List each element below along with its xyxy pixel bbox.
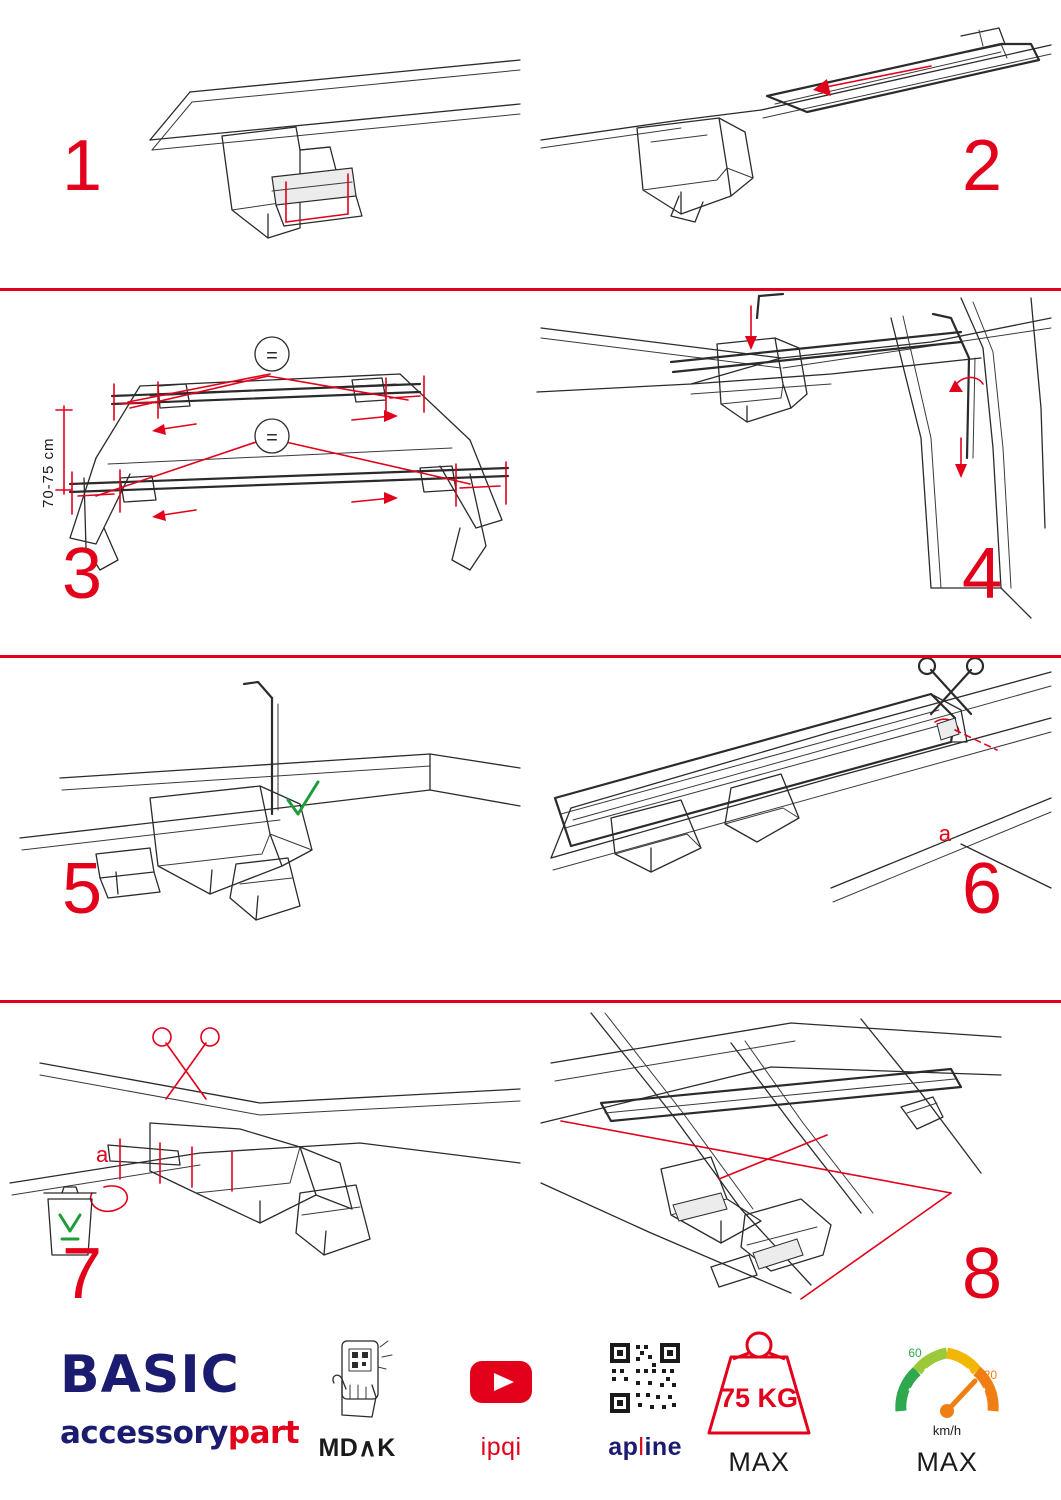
- row-steps-1-2: [0, 0, 1061, 288]
- cut-mark-a-label-step7: a: [96, 1142, 109, 1167]
- step-8-panel: [531, 1003, 1061, 1314]
- limit-badges: [693, 1323, 1061, 1478]
- weight-icon: [693, 1323, 825, 1443]
- max-load-badge: [693, 1323, 825, 1478]
- brand-sub-dark: accessory: [60, 1415, 228, 1451]
- row-steps-5-6: [0, 658, 1061, 1003]
- speed-tick-60: 60: [908, 1345, 922, 1360]
- speed-unit: km/h: [933, 1422, 962, 1438]
- step-7-number: 7: [62, 1234, 102, 1314]
- max-load-value: 75 KG: [720, 1382, 799, 1413]
- cut-mark-a-label-step6: a: [938, 821, 951, 846]
- step-5-panel: [0, 658, 531, 1000]
- hand-phone-qr-icon: [316, 1337, 398, 1423]
- logo-youtube[interactable]: [453, 1337, 549, 1462]
- step-6-number: 6: [961, 849, 1001, 929]
- footer: [0, 1300, 1061, 1500]
- qr-code-icon: [604, 1337, 686, 1423]
- logo-mdak-caption: MD∧K: [318, 1434, 396, 1462]
- logo-apline[interactable]: [597, 1337, 693, 1462]
- brand-sub-red: part: [227, 1415, 300, 1451]
- step-2-number: 2: [961, 126, 1001, 206]
- row-steps-7-8: [0, 1003, 1061, 1314]
- step-1-number: 1: [62, 126, 102, 206]
- step-8-number: 8: [961, 1234, 1001, 1314]
- max-load-caption: MAX: [728, 1446, 790, 1477]
- row-steps-3-4: [0, 288, 1061, 658]
- partner-logos: [299, 1337, 693, 1463]
- brand-subtitle: [60, 1415, 299, 1451]
- step-5-illustration: [0, 658, 530, 1000]
- svg-text:=: =: [266, 345, 278, 367]
- step-7-panel: [0, 1003, 531, 1314]
- step-4-number: 4: [961, 534, 1001, 614]
- step-3-number: 3: [62, 534, 102, 614]
- step-1-panel: [0, 0, 531, 288]
- brand-name: BASIC: [60, 1345, 240, 1405]
- step-6-panel: [531, 658, 1061, 1000]
- step-3-panel: [0, 288, 531, 655]
- step-4-panel: [531, 288, 1061, 655]
- step-6-illustration: [531, 658, 1061, 1000]
- bar-spacing-label: 70-75 cm: [40, 437, 57, 508]
- step-5-number: 5: [62, 849, 102, 929]
- logo-mdak[interactable]: [309, 1337, 405, 1463]
- brand-block: [0, 1345, 300, 1451]
- logo-apline-caption: apline: [608, 1433, 683, 1461]
- step-2-panel: [531, 0, 1061, 288]
- youtube-icon: [460, 1337, 542, 1423]
- max-speed-badge: [881, 1323, 1013, 1478]
- speedometer-icon: [881, 1323, 1013, 1443]
- speed-tick-120: 120: [977, 1367, 998, 1382]
- max-speed-caption: MAX: [916, 1446, 978, 1477]
- svg-text:=: =: [266, 427, 278, 449]
- scissors-icon-step7: [153, 1028, 219, 1099]
- logo-youtube-caption: ipqi: [480, 1433, 522, 1461]
